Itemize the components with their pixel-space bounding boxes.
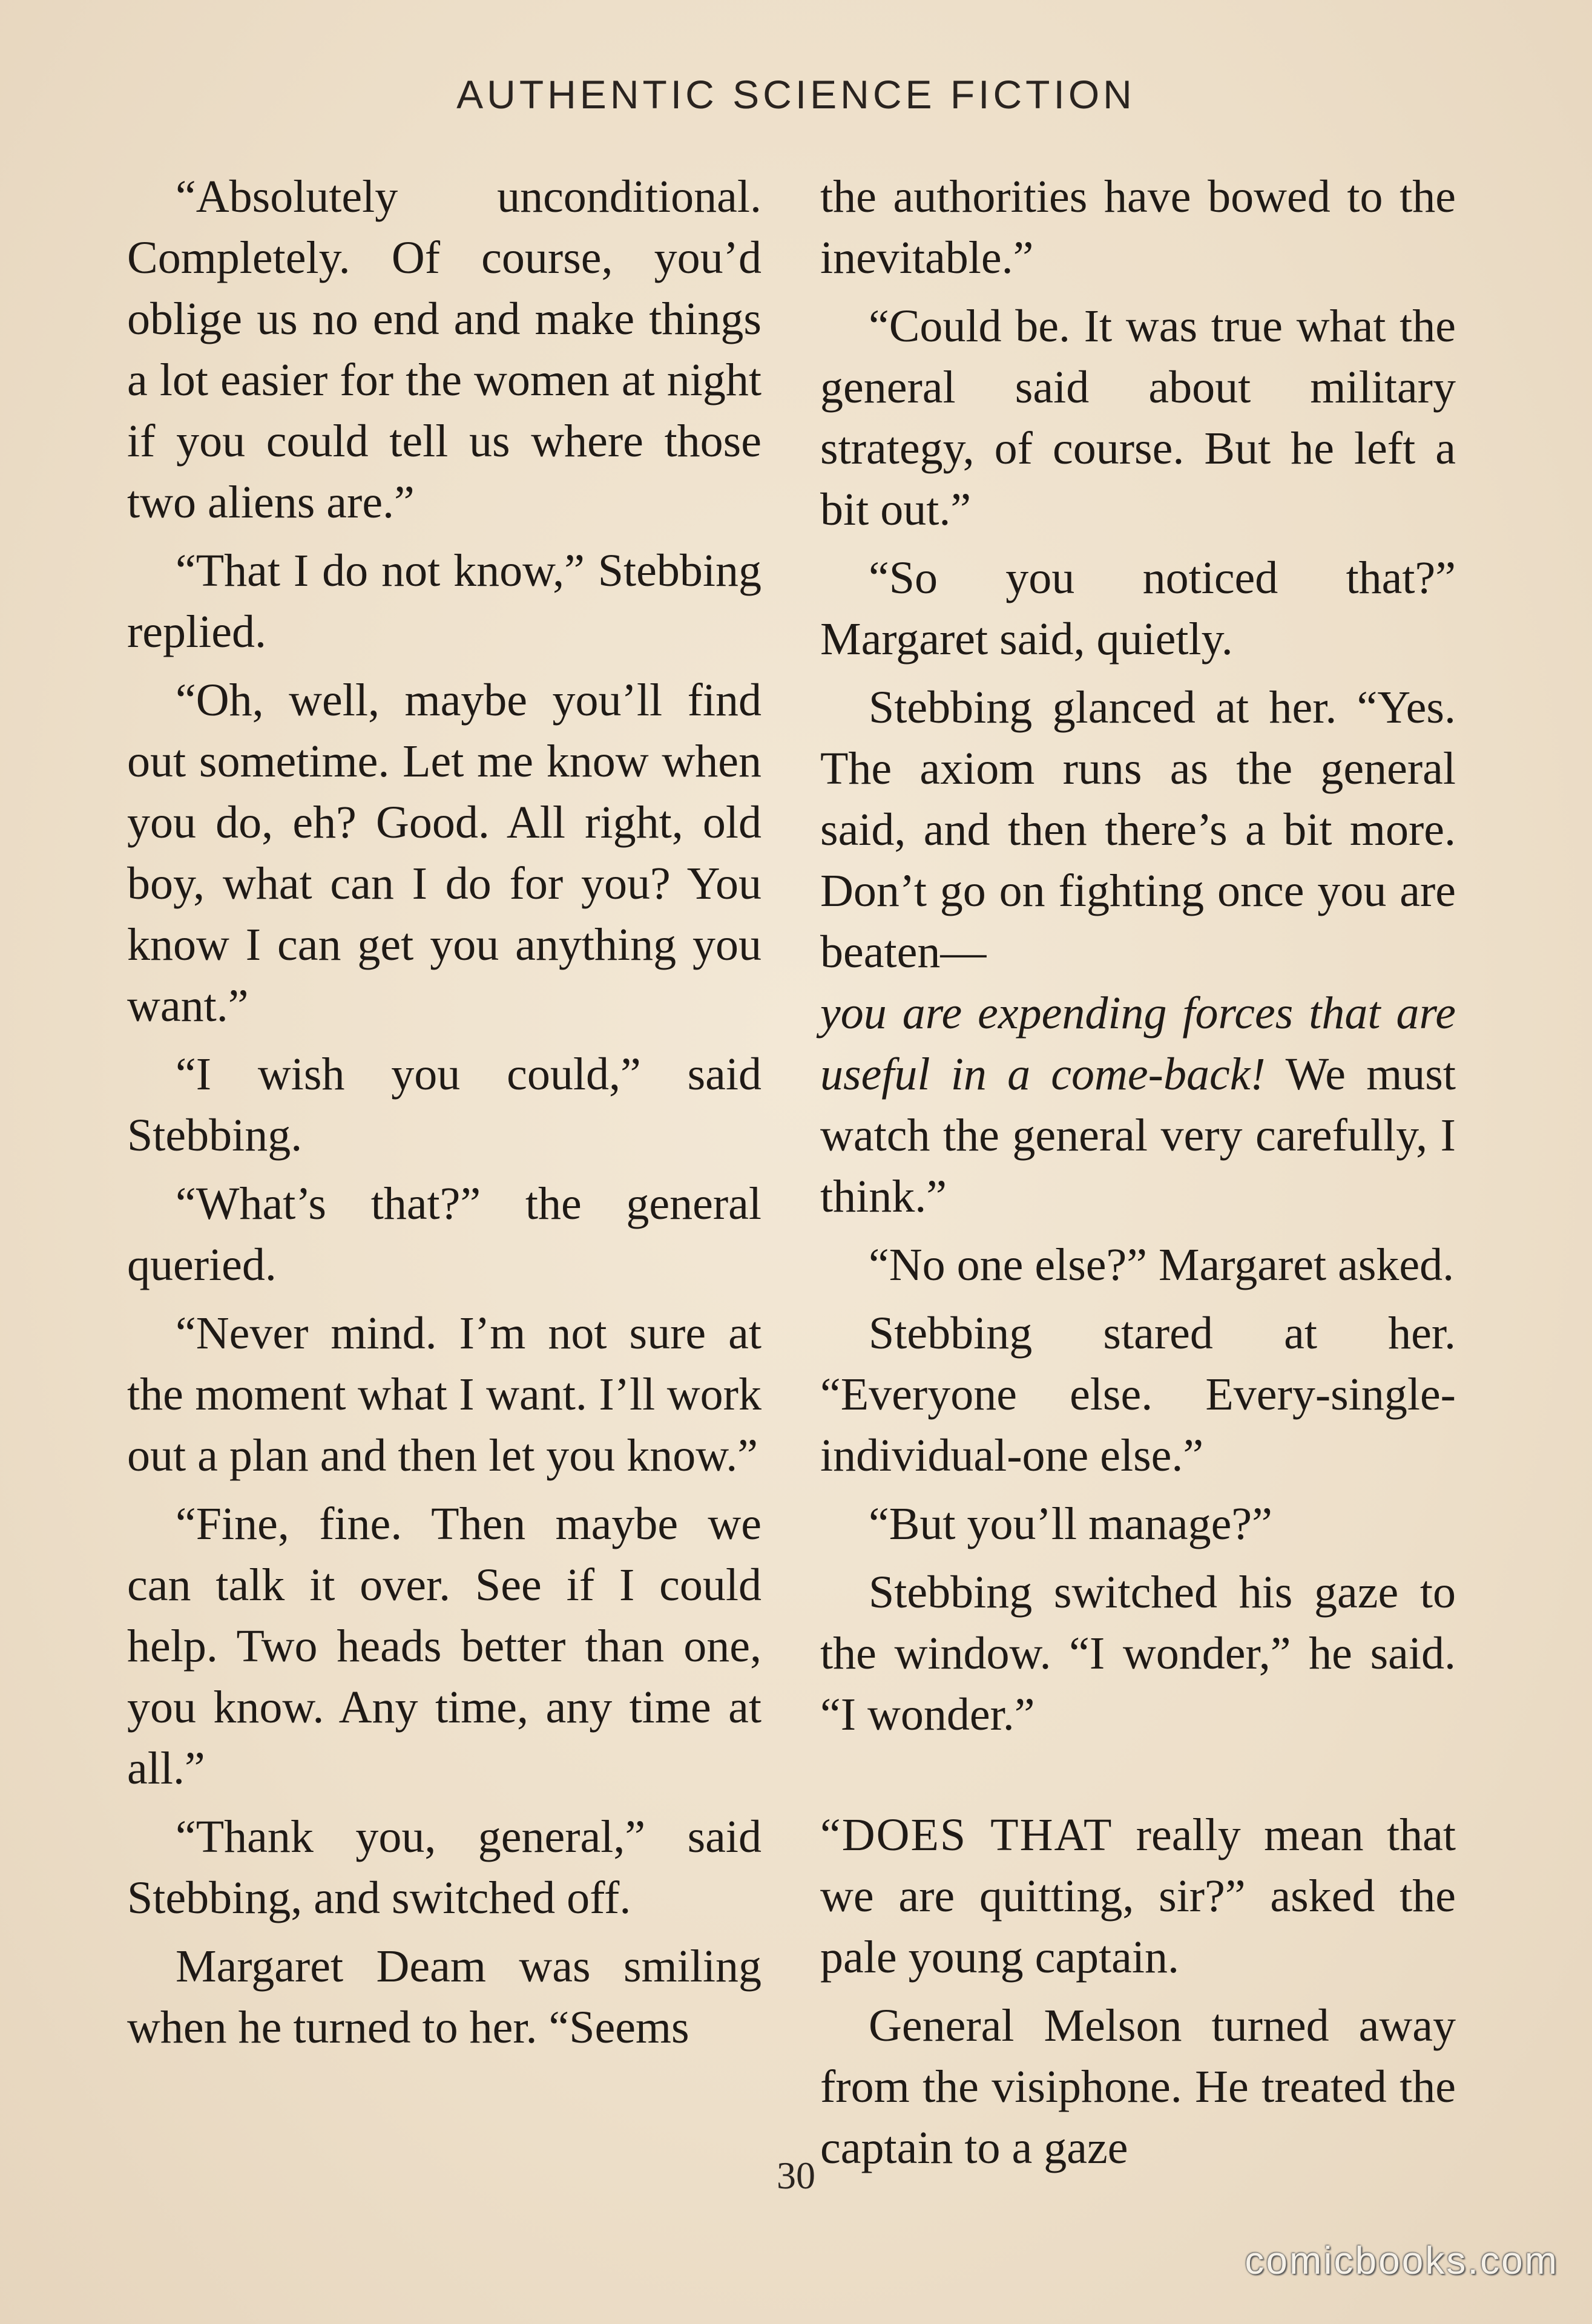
paragraph: “So you noticed that?” Margaret said, quietly. [820, 553, 1456, 665]
section-opening-paragraph [820, 1805, 1456, 1988]
left-column [127, 166, 761, 2066]
watermark: comicbooks.com [1245, 2239, 1559, 2282]
paragraph: “Oh, well, maybe you’ll find out sometime. Let me know when you do, eh? Good. All right, old boy, what can I do for you? You know I can get you anything you want.” [127, 675, 761, 1031]
continuation-paragraph: the authorities have bowed to the inevitable.” [820, 171, 1456, 283]
paragraph: General Melson turned away from the visiphone. He treated the captain to a gaze [820, 2000, 1456, 2173]
paragraph: “Thank you, general,” said Stebbing, and switched off. [127, 1811, 761, 1923]
paragraph: “I wish you could,” said Stebbing. [127, 1049, 761, 1161]
small-caps-lead: “DOES THAT [820, 1810, 1113, 1860]
paragraph: “But you’ll manage?” [869, 1498, 1272, 1549]
paragraph: “That I do not know,” Stebbing replied. [127, 545, 761, 657]
paragraph: “What’s that?” the general queried. [127, 1178, 761, 1290]
paragraph: Stebbing stared at her. “Everyone else. Every-single-individual-one else.” [820, 1308, 1456, 1481]
paragraph: Stebbing switched his gaze to the window. “I wonder,” he said. “I wonder.” [820, 1567, 1456, 1740]
right-column [820, 166, 1456, 2186]
paragraph: Margaret Deam was smiling when he turned to her. “Seems [127, 1941, 761, 2053]
paragraph: “Fine, fine. Then maybe we can talk it over. See if I could help. Two heads better than one, you know. Any time, any time at all.” [127, 1498, 761, 1794]
paragraph: “Never mind. I’m not sure at the moment what I want. I’ll work out a plan and then let you know.” [127, 1308, 761, 1481]
italic-emphasis: you are expending forces that are useful in a come-back! [820, 988, 1456, 1100]
paragraph: “Could be. It was true what the general said about military strategy, of course. But he left a bit out.” [820, 301, 1456, 535]
paragraph: “Absolutely unconditional. Completely. Of course, you’d oblige us no end and make things a lot easier for the women at night if you could tell us where those two aliens are.” [127, 171, 761, 528]
page-number: 30 [777, 2154, 815, 2197]
running-head: AUTHENTIC SCIENCE FICTION [456, 72, 1136, 117]
paragraph-text: really mean that we are quitting, sir?” asked the pale young captain. [820, 1810, 1456, 1983]
paragraph [820, 677, 1456, 1227]
paragraph: “No one else?” Margaret asked. [869, 1239, 1455, 1290]
paragraph-text: Stebbing glanced at her. “Yes. The axiom runs as the general said, and then there’s a bit more. Don’t go on fighting once you are beaten— [820, 682, 1456, 977]
paragraph-text: We must watch the general very carefully, I think.” [820, 1049, 1456, 1222]
